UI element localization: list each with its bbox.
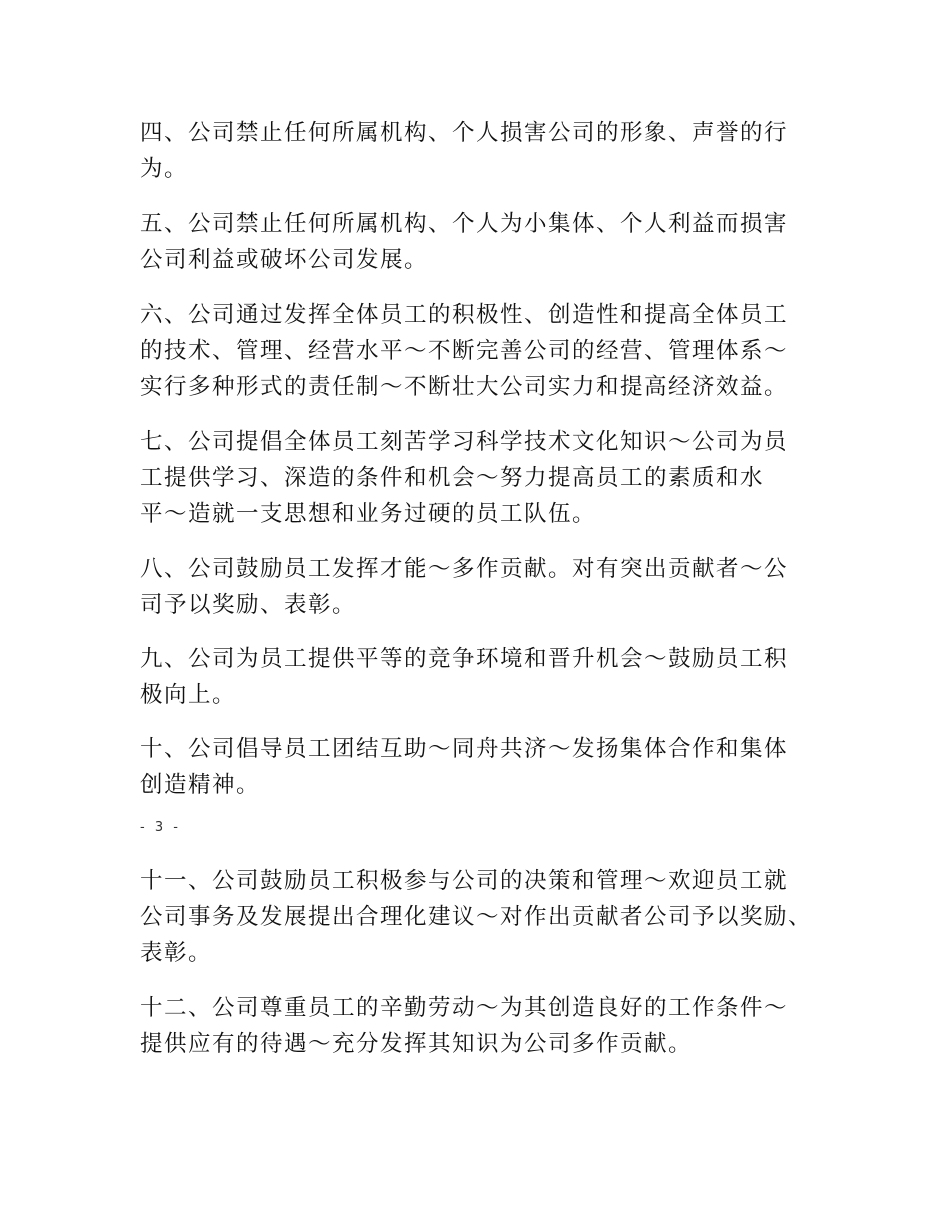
paragraph-12 — [140, 990, 820, 1062]
paragraph-line: 七、公司提倡全体员工刻苦学习科学技术文化知识～公司为员 — [140, 429, 789, 455]
paragraph-line: 平～造就一支思想和业务过硬的员工队伍。 — [140, 501, 597, 527]
paragraph-line: 公司事务及发展提出合理化建议～对作出贡献者公司予以奖励、 — [140, 904, 813, 930]
paragraph-line: 实行多种形式的责任制～不断壮大公司实力和提高经济效益。 — [140, 374, 789, 400]
paragraph-line: 为。 — [140, 156, 189, 182]
page-number: - 3 - — [140, 820, 181, 835]
paragraph-line: 十二、公司尊重员工的辛勤劳动～为其创造良好的工作条件～ — [140, 995, 789, 1021]
paragraph-line: 公司利益或破坏公司发展。 — [140, 247, 429, 273]
paragraph-8 — [140, 551, 820, 623]
paragraph-line: 九、公司为员工提供平等的竞争环境和晋升机会～鼓励员工积 — [140, 646, 789, 672]
paragraph-line: 表彰。 — [140, 940, 213, 966]
paragraph-9 — [140, 641, 820, 713]
paragraph-7 — [140, 424, 820, 532]
paragraph-line: 极向上。 — [140, 682, 237, 708]
paragraph-line: 四、公司禁止任何所属机构、个人损害公司的形象、声誉的行 — [140, 120, 789, 146]
paragraph-11 — [140, 863, 820, 971]
paragraph-line: 工提供学习、深造的条件和机会～努力提高员工的素质和水 — [140, 465, 765, 491]
paragraph-10 — [140, 731, 820, 803]
paragraph-line: 创造精神。 — [140, 772, 261, 798]
paragraph-4 — [140, 115, 820, 187]
paragraph-line: 十一、公司鼓励员工积极参与公司的决策和管理～欢迎员工就 — [140, 868, 789, 894]
paragraph-line: 司予以奖励、表彰。 — [140, 592, 357, 618]
paragraph-line: 十、公司倡导员工团结互助～同舟共济～发扬集体合作和集体 — [140, 736, 789, 762]
paragraph-6 — [140, 297, 820, 405]
paragraph-5 — [140, 206, 820, 278]
paragraph-line: 六、公司通过发挥全体员工的积极性、创造性和提高全体员工 — [140, 302, 789, 328]
paragraph-line: 的技术、管理、经营水平～不断完善公司的经营、管理体系～ — [140, 338, 789, 364]
paragraph-line: 提供应有的待遇～充分发挥其知识为公司多作贡献。 — [140, 1031, 693, 1057]
paragraph-line: 五、公司禁止任何所属机构、个人为小集体、个人利益而损害 — [140, 211, 789, 237]
paragraph-line: 八、公司鼓励员工发挥才能～多作贡献。对有突出贡献者～公 — [140, 556, 789, 582]
